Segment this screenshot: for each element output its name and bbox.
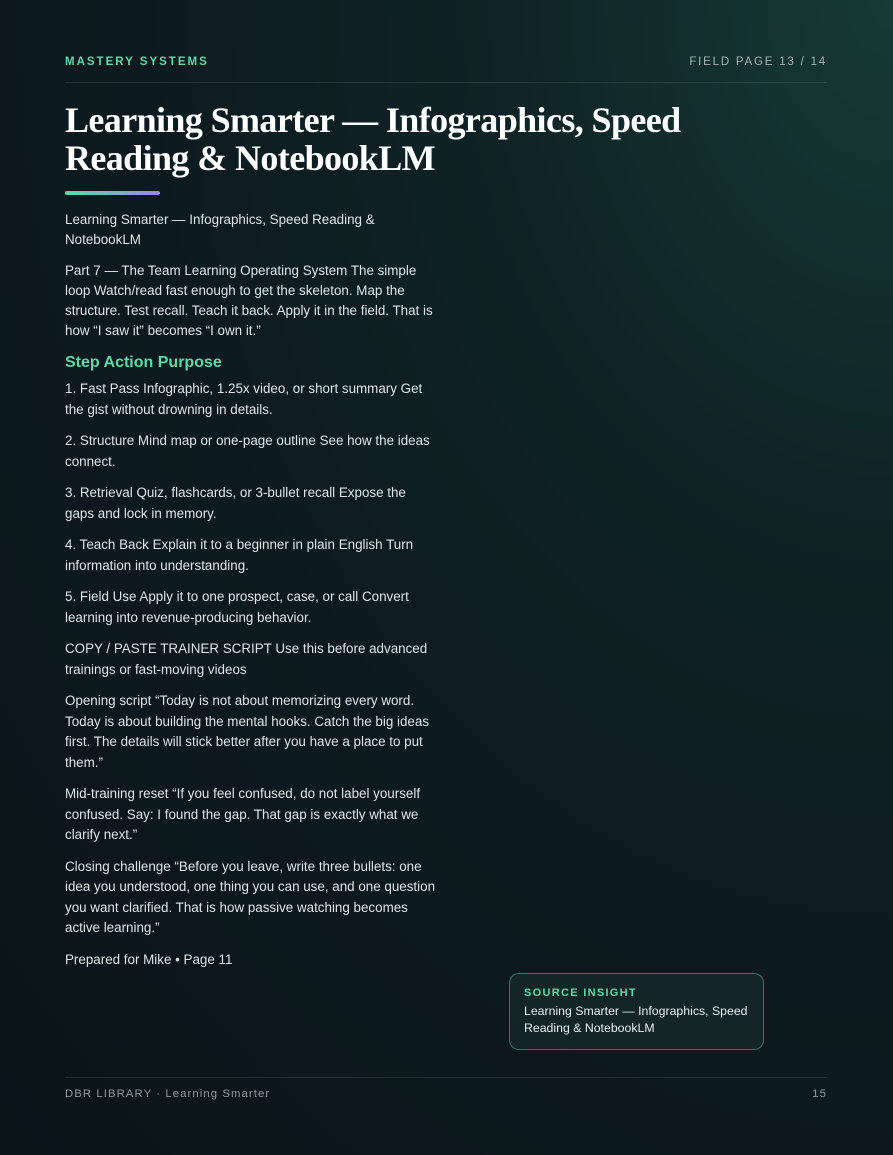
steps-list (65, 379, 437, 628)
step-item: 4. Teach Back Explain it to a beginner in plain English Turn information into understanding. (65, 537, 414, 573)
step-item: 1. Fast Pass Infographic, 1.25x video, or short summary Get the gist without drowning in details. (65, 381, 423, 417)
source-insight-card (509, 973, 764, 1050)
step-item: 2. Structure Mind map or one-page outline See how the ideas connect. (65, 433, 430, 469)
page-footer (65, 1077, 827, 1100)
brand-label: MASTERY SYSTEMS (65, 56, 209, 68)
page-header (65, 56, 827, 83)
footer-page-number: 15 (812, 1088, 827, 1100)
insight-label: SOURCE INSIGHT (524, 987, 637, 999)
script-paragraph: Mid-training reset “If you feel confused, do not label yourself confused. Say: I found the gap. That gap is exactly what we clarify next.” (65, 786, 421, 842)
script-heading: COPY / PASTE TRAINER SCRIPT Use this before advanced trainings or fast-moving videos (65, 641, 428, 677)
trainer-script (65, 639, 437, 970)
step-item: 3. Retrieval Quiz, flashcards, or 3-bullet recall Expose the gaps and lock in memory. (65, 485, 406, 521)
page-title: Learning Smarter — Infographics, Speed Reading & NotebookLM (65, 100, 681, 178)
intro-paragraph: Part 7 — The Team Learning Operating System The simple loop Watch/read fast enough to get the skeleton. Map the structure. Test recall. Teach it back. Apply it in the field. That is how “I saw it” becomes “I own it.” (65, 263, 433, 338)
prepared-for-note: Prepared for Mike • Page 11 (65, 951, 233, 967)
intro-paragraph: Learning Smarter — Infographics, Speed Reading & NotebookLM (65, 212, 375, 247)
footer-library-label: DBR LIBRARY · Learning Smarter (65, 1088, 271, 1100)
title-accent-bar (65, 191, 160, 195)
script-paragraph: Closing challenge “Before you leave, write three bullets: one idea you understood, one thing you can use, and one question you want clarified. That is how passive watching becomes active learning.” (65, 858, 436, 935)
step-item: 5. Field Use Apply it to one prospect, case, or call Convert learning into revenue-producing behavior. (65, 589, 409, 625)
script-paragraph: Opening script “Today is not about memorizing every word. Today is about building the mental hooks. Catch the big ideas first. The details will stick better after you have a place to put them.” (65, 693, 430, 770)
section-heading: Step Action Purpose (65, 354, 222, 371)
insight-text: Learning Smarter — Infographics, Speed Reading & NotebookLM (524, 1004, 748, 1035)
main-content (65, 210, 437, 981)
page-indicator: FIELD PAGE 13 / 14 (689, 56, 827, 68)
